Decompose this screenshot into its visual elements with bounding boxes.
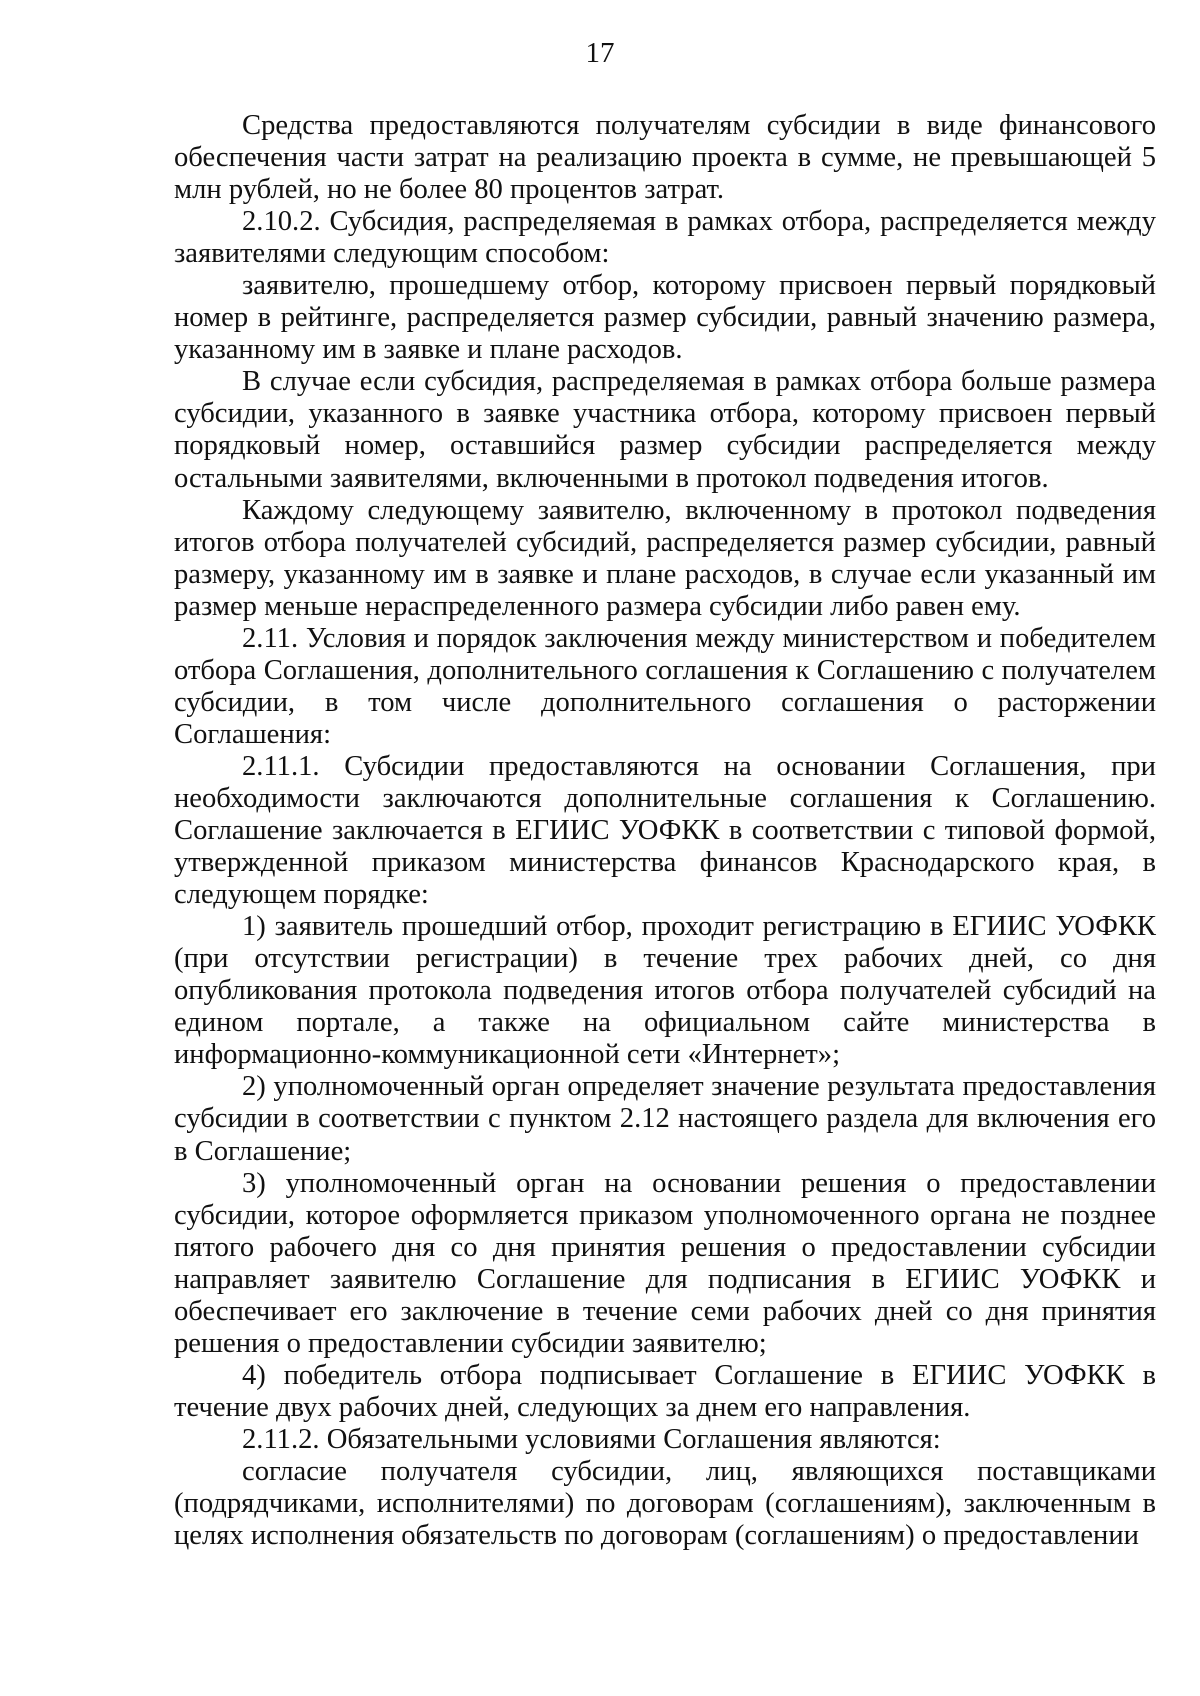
paragraph-step-3: 3) уполномоченный орган на основании решения о предоставлении субсидии, которое оформляется приказом уполномоченного органа не позднее пятого рабочего дня со дня принятия решения о предоставлении субсидии направляет заявителю Соглашение для подписания в ЕГИИС УОФКК и обеспечивает его заключение в течение семи рабочих дней со дня принятия решения о предоставлении субсидии заявителю;: [174, 1167, 1156, 1359]
paragraph-consent: согласие получателя субсидии, лиц, являющихся поставщиками (подрядчиками, исполнителями) по договорам (соглашениям), заключенным в целях исполнения обязательств по договорам (соглашениям) о предоставлении: [174, 1455, 1156, 1552]
paragraph-first-rank-applicant: заявителю, прошедшему отбор, которому присвоен первый порядковый номер в рейтинге, распределяется размер субсидии, равный значению размера, указанному им в заявке и плане расходов.: [174, 270, 1156, 366]
paragraph-next-applicants: Каждому следующему заявителю, включенному в протокол подведения итогов отбора получателей субсидий, распределяется размер субсидии, равный размеру, указанному им в заявке и плане расходов, в случае если указанный им размер меньше нераспределенного размера субсидии либо равен ему.: [174, 494, 1156, 622]
paragraph-2-11-2: 2.11.2. Обязательными условиями Соглашения являются:: [242, 1423, 941, 1455]
paragraph-funding-terms: Средства предоставляются получателям субсидии в виде финансового обеспечения части затрат на реализацию проекта в сумме, не превышающей 5 млн рублей, но не более 80 процентов затрат.: [174, 110, 1156, 206]
paragraph-2-11-1: 2.11.1. Субсидии предоставляются на основании Соглашения, при необходимости заключаются дополнительные соглашения к Соглашению. Соглашение заключается в ЕГИИС УОФКК в соответствии с типовой формой, утвержденной приказом министерства финансов Краснодарского края, в следующем порядке:: [174, 750, 1156, 911]
page-number: 17: [585, 37, 615, 69]
paragraph-step-1: 1) заявитель прошедший отбор, проходит регистрацию в ЕГИИС УОФКК (при отсутствии регистрации) в течение трех рабочих дней, со дня опубликования протокола подведения итогов отбора получателей субсидий на едином портале, а также на официальном сайте министерства в информационно-коммуникационной сети «Интернет»;: [174, 911, 1156, 1071]
paragraph-remaining-distribution: В случае если субсидия, распределяемая в рамках отбора больше размера субсидии, указанного в заявке участника отбора, которому присвоен первый порядковый номер, оставшийся размер субсидии распределяется между остальными заявителями, включенными в протокол подведения итогов.: [174, 366, 1156, 494]
document-body: [174, 110, 1156, 1552]
paragraph-2-10-2: 2.10.2. Субсидия, распределяемая в рамках отбора, распределяется между заявителями следующим способом:: [174, 206, 1156, 270]
paragraph-step-2: 2) уполномоченный орган определяет значение результата предоставления субсидии в соответствии с пунктом 2.12 настоящего раздела для включения его в Соглашение;: [174, 1071, 1156, 1167]
paragraph-2-11: 2.11. Условия и порядок заключения между министерством и победителем отбора Соглашения, дополнительного соглашения к Соглашению с получателем субсидии, в том числе дополнительного соглашения о расторжении Соглашения:: [174, 622, 1156, 750]
paragraph-step-4: 4) победитель отбора подписывает Соглашение в ЕГИИС УОФКК в течение двух рабочих дней, следующих за днем его направления.: [174, 1359, 1156, 1423]
